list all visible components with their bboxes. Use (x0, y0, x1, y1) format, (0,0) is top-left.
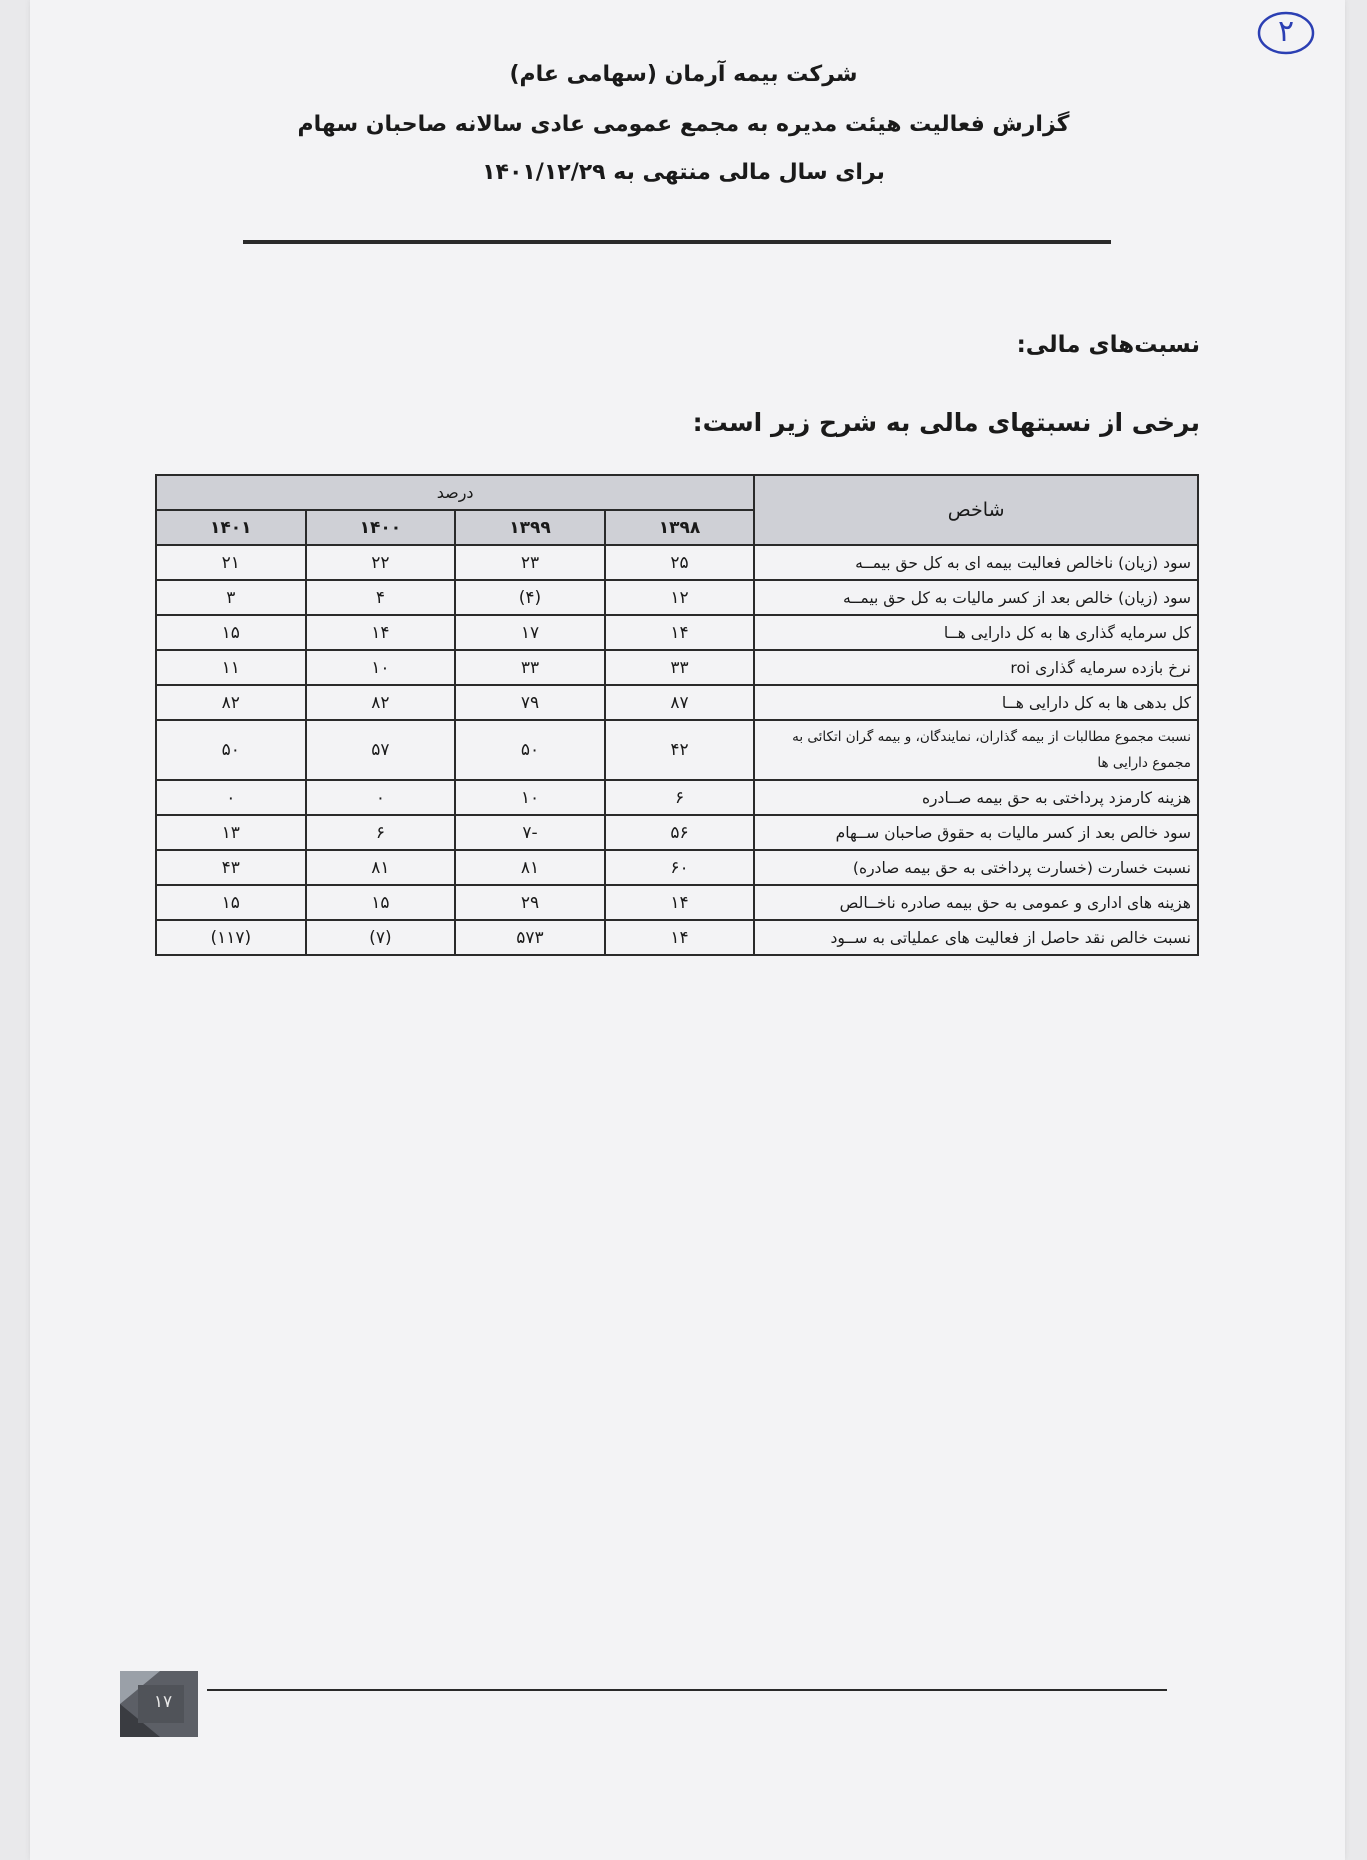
year-header: ۱۴۰۰ (306, 510, 456, 545)
ratio-value: ۱۵ (156, 615, 306, 650)
ratio-value: ۲۹ (455, 885, 605, 920)
ratio-value: ۱۴ (605, 615, 755, 650)
ratio-value: ۵۰ (455, 720, 605, 780)
ratio-value: ۵۰ (156, 720, 306, 780)
footer-divider (207, 1689, 1167, 1691)
ratio-value: ۶ (605, 780, 755, 815)
ratio-value: ۳ (156, 580, 306, 615)
report-period: برای سال مالی منتهی به ۱۴۰۱/۱۲/۲۹ (482, 160, 885, 185)
table-row (156, 720, 1198, 780)
ratio-value: ۱۰ (306, 650, 456, 685)
ratio-value: ۶ (306, 815, 456, 850)
header-divider (243, 240, 1111, 244)
ratio-value: ۵۶ (605, 815, 755, 850)
ratio-value: ۸۱ (455, 850, 605, 885)
company-name: شرکت بیمه آرمان (سهامی عام) (509, 62, 858, 87)
ratio-value: ۰ (306, 780, 456, 815)
ratio-value: ۵۷۳ (455, 920, 605, 955)
indicator-label: نرخ بازده سرمایه گذاری roi (754, 650, 1198, 685)
financial-ratios-table (155, 474, 1199, 956)
ratio-value: ۵۷ (306, 720, 456, 780)
ratio-value: ۸۱ (306, 850, 456, 885)
indicator-label: نسبت خسارت (خسارت پرداختی به حق بیمه صادره) (754, 850, 1198, 885)
ratio-value: ۴ (306, 580, 456, 615)
indicator-label: نسبت مجموع مطالبات از بیمه گذاران، نمایندگان، و بیمه گران اتکائی به مجموع دارایی ها (754, 720, 1198, 780)
indicator-label: کل سرمایه گذاری ها به کل دارایی هــا (754, 615, 1198, 650)
ratio-value: ۸۲ (156, 685, 306, 720)
indicator-label: هزینه کارمزد پرداختی به حق بیمه صــادره (754, 780, 1198, 815)
indicator-label: کل بدهی ها به کل دارایی هــا (754, 685, 1198, 720)
ratio-value: ۱۷ (455, 615, 605, 650)
table-row (156, 920, 1198, 955)
table-row (156, 780, 1198, 815)
ratio-value: ۱۵ (306, 885, 456, 920)
ratio-value: ۱۴ (306, 615, 456, 650)
indicator-label: سود (زیان) ناخالص فعالیت بیمه ای به کل حق بیمــه (754, 545, 1198, 580)
ratio-value: ۱۴ (605, 885, 755, 920)
ratio-value: (۴) (455, 580, 605, 615)
ratio-value: ۲۱ (156, 545, 306, 580)
ratio-value: ۱۵ (156, 885, 306, 920)
year-header: ۱۳۹۹ (455, 510, 605, 545)
ratio-value: ۷۹ (455, 685, 605, 720)
ratio-value: ۸۷ (605, 685, 755, 720)
indicator-label: سود خالص بعد از کسر مالیات به حقوق صاحبان ســهام (754, 815, 1198, 850)
ratio-value: (۱۱۷) (156, 920, 306, 955)
ratio-value: ۳۳ (455, 650, 605, 685)
report-title: گزارش فعالیت هیئت مدیره به مجمع عمومی عادی سالانه صاحبان سهام (297, 112, 1070, 137)
page-number: ۱۷ (153, 1692, 173, 1712)
indicator-label: هزینه های اداری و عمومی به حق بیمه صادره ناخــالص (754, 885, 1198, 920)
ratio-value: ۳۳ (605, 650, 755, 685)
ratio-value: ۱۲ (605, 580, 755, 615)
indicator-label: نسبت خالص نقد حاصل از فعالیت های عملیاتی به ســود (754, 920, 1198, 955)
table-row (156, 850, 1198, 885)
ratio-value: ۶۰ (605, 850, 755, 885)
indicator-header: شاخص (754, 475, 1198, 545)
section-subtitle: برخی از نسبتهای مالی به شرح زیر است: (692, 408, 1200, 437)
table-row (156, 650, 1198, 685)
section-title: نسبت‌های مالی: (1016, 332, 1200, 358)
table-row (156, 580, 1198, 615)
ratio-value: ۱۱ (156, 650, 306, 685)
ratio-value: ۰ (156, 780, 306, 815)
table-row (156, 545, 1198, 580)
percent-group-header: درصد (156, 475, 754, 510)
table-body (156, 545, 1198, 955)
ratio-value: ۱۰ (455, 780, 605, 815)
ratio-value: ۲۳ (455, 545, 605, 580)
year-header: ۱۴۰۱ (156, 510, 306, 545)
table-row (156, 885, 1198, 920)
corner-number: ۲ (1277, 14, 1295, 49)
ratio-value: ۴۳ (156, 850, 306, 885)
ratio-value: ۱۳ (156, 815, 306, 850)
ratio-value: -۷ (455, 815, 605, 850)
ratio-value: (۷) (306, 920, 456, 955)
year-header: ۱۳۹۸ (605, 510, 755, 545)
ratio-value: ۸۲ (306, 685, 456, 720)
ratio-value: ۲۲ (306, 545, 456, 580)
ratio-value: ۱۴ (605, 920, 755, 955)
table-row (156, 615, 1198, 650)
table-row (156, 815, 1198, 850)
ratio-value: ۴۲ (605, 720, 755, 780)
table-row (156, 685, 1198, 720)
ratio-value: ۲۵ (605, 545, 755, 580)
indicator-label: سود (زیان) خالص بعد از کسر مالیات به کل حق بیمــه (754, 580, 1198, 615)
